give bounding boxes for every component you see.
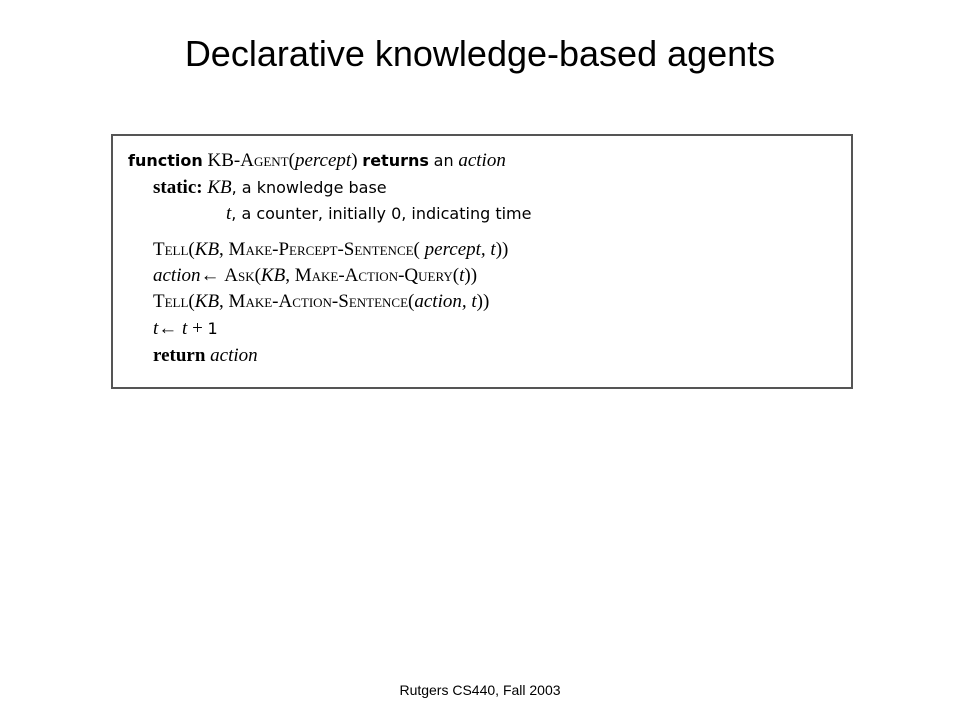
static-t-line [226,202,531,226]
percept-t-args: percept, t [419,239,496,260]
function-name: KB-Agent( [207,150,295,171]
return-keyword: return [153,345,206,366]
tell-kb-arg-2: KB [194,291,220,312]
tell-percept-line [153,238,508,262]
slide-footer: Rutgers CS440, Fall 2003 [399,682,561,698]
returns-article: an [433,151,454,170]
tell-arg-separator: , [219,239,229,260]
increment-t-line [153,317,218,341]
return-line [153,344,258,368]
return-type: action [458,150,506,171]
function-keyword: function [128,151,203,170]
function-param: percept [294,150,352,171]
t-rhs: t [182,318,188,339]
ask-close: )) [464,265,478,286]
tell-action-line [153,290,489,314]
t-variable: t [226,203,232,224]
tell-call: Tell( [153,239,195,260]
ask-arg-separator: , [285,265,295,286]
query-t-arg: t [459,265,465,286]
function-header-line [128,149,506,173]
tell-call-2: Tell( [153,291,195,312]
assign-arrow: ← [200,265,225,286]
ask-call: Ask( [224,265,261,286]
function-param-close: ) [351,150,358,171]
returns-keyword: returns [362,151,429,170]
tell-action-close: )) [476,291,490,312]
t-description: , a counter, initially 0, indicating time [231,204,532,223]
ask-kb-arg: KB [260,265,286,286]
t-lhs: t [153,318,159,339]
make-action-sentence-call: Make-Action-Sentence( [228,291,415,312]
ask-action-line [153,264,477,288]
action-lhs: action [153,265,201,286]
slide-title: Declarative knowledge-based agents [184,33,776,74]
tell-percept-close: )) [495,239,509,260]
action-t-args: action, t [414,291,477,312]
plus-operator: + [187,318,208,339]
tell-kb-arg: KB [194,239,220,260]
tell-arg-separator-2: , [219,291,229,312]
make-percept-sentence-call: Make-Percept-Sentence( [228,239,420,260]
make-action-query-call: Make-Action-Query( [294,265,460,286]
static-keyword: static: [153,177,203,198]
assign-arrow-2: ← [158,318,183,339]
return-value: action [210,345,258,366]
kb-description: , a knowledge base [231,178,387,197]
static-kb-line [153,176,387,200]
kb-variable: KB [207,177,232,198]
increment-value: 1 [207,319,218,338]
algorithm-box [111,134,853,389]
